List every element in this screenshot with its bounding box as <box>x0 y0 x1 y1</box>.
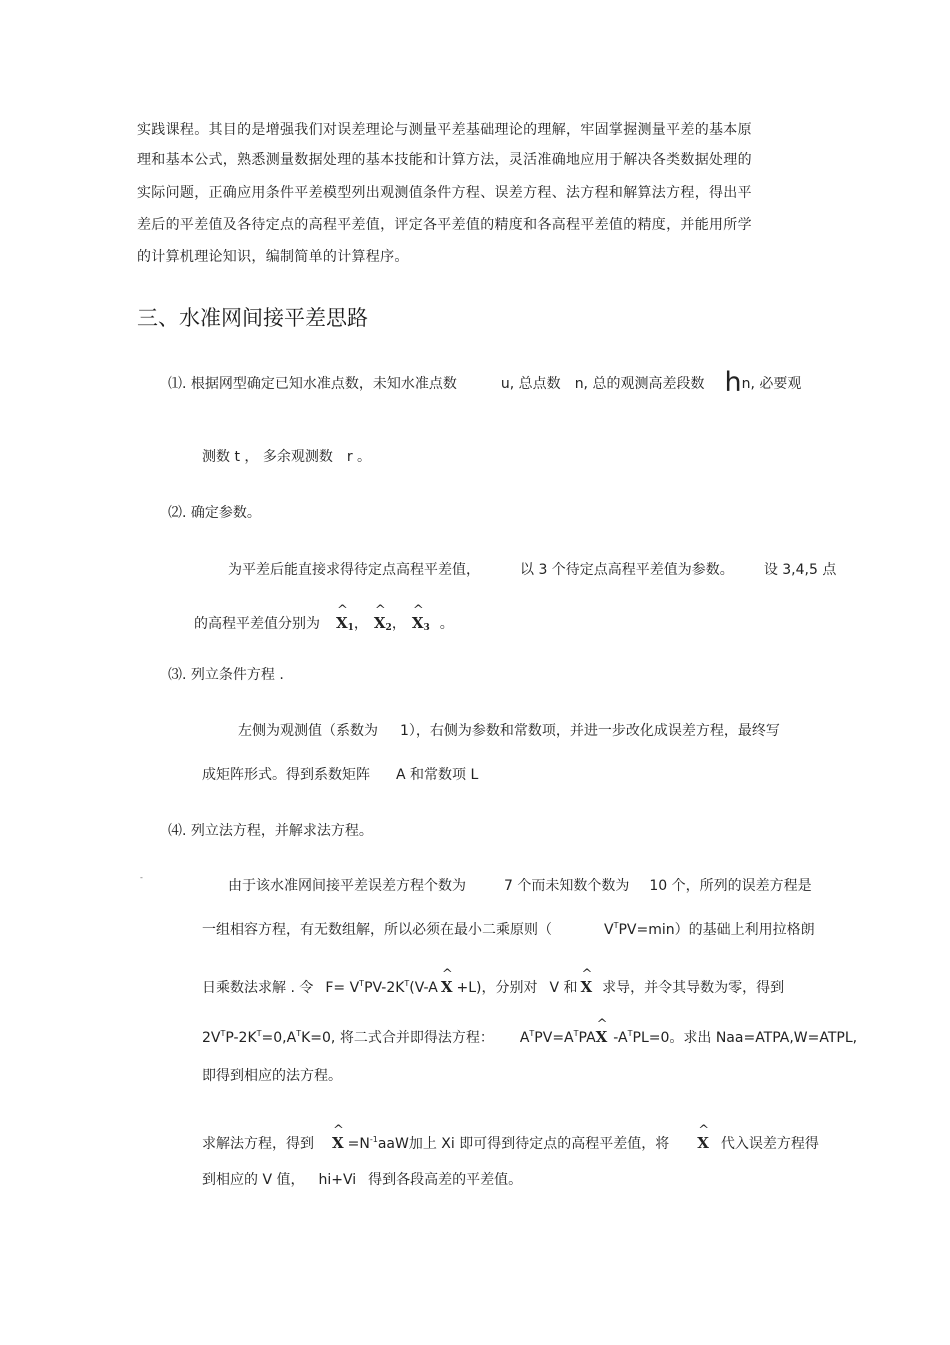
intro-line-3: 实际问题，正确应用条件平差模型列出观测值条件方程、误差方程、法方程和解算法方程，得出平 <box>137 185 752 201</box>
step-2-text-d: 的高程平差值分别为 <box>194 616 320 632</box>
step-4-l2-c: PV=min）的基础上利用拉格朗 <box>618 922 815 938</box>
x-hat-symbol-3: ^ X <box>596 1022 608 1046</box>
step-4-l6-a: 求解法方程，得到 <box>202 1136 314 1152</box>
step-4-l7-b: hi+Vi <box>318 1172 357 1188</box>
step-4-l3-a: 日乘数法求解 . 令 <box>202 980 314 996</box>
step-1-text-f: 测数 t ， 多余观测数 <box>202 449 333 465</box>
step-2-line-1 <box>228 561 836 579</box>
step-4-l4-sup6: T <box>627 1029 633 1038</box>
step-4-l1-a: 由于该水准网间接平差误差方程个数为 <box>228 878 466 894</box>
x-hat-2-symbol: ^ $X_2$ <box>374 608 392 637</box>
step-4-l4-sup2: T <box>256 1029 262 1038</box>
step-4-l3-f: V 和 <box>549 980 578 996</box>
step-4-line-5: 即得到相应的法方程。 <box>202 1068 342 1084</box>
step-4-l3-sup1: T <box>359 979 365 988</box>
step-4-l3-e: +L)，分别对 <box>456 980 538 996</box>
intro-line-5: 的计算机理论知识，编制简单的计算程序。 <box>137 249 409 265</box>
step-4-l6-sup: -1 <box>369 1135 378 1144</box>
step-4-l3-g: 求导，并令其导数为零，得到 <box>602 980 785 996</box>
x-hat-symbol-4: ^ X <box>332 1128 344 1152</box>
step-3-text-a: 左侧为观测值（系数为 <box>238 723 378 739</box>
step-4-l4-c: =0,A <box>261 1030 297 1046</box>
step-4-l6-c: aaW加上 Xi 即可得到待定点的高程平差值，将 <box>377 1136 670 1152</box>
step-2-line-2 <box>194 608 454 637</box>
step-1-text-e: n, 必要观 <box>741 376 802 392</box>
step-4-l3-b: F= V <box>325 980 360 996</box>
step-1-text-a: ⑴. 根据网型确定已知水准点数，未知水准点数 <box>168 376 457 392</box>
x-hat-symbol-5: ^ X <box>697 1128 709 1152</box>
step-4-l4-sup5: T <box>573 1029 579 1038</box>
x-hat-3-symbol: ^ $X_3$ <box>412 608 430 637</box>
step-4-l2-a: 一组相容方程，有无数组解，所以必须在最小二乘原则（ <box>202 922 552 938</box>
step-4-l1-b: 7 个而未知数个数为 <box>504 878 630 894</box>
step-1-text-c: n, 总的观测高差段数 <box>574 376 705 392</box>
step-4-l4-sup1: T <box>220 1029 226 1038</box>
step-4-l6-b: =N <box>347 1136 370 1152</box>
step-4-line-6 <box>202 1128 819 1153</box>
separator-2: ， <box>391 616 406 632</box>
step-3-text-c: 成矩阵形式。得到系数矩阵 <box>202 767 370 783</box>
step-1-line-2 <box>202 448 371 466</box>
step-4-l4-a: 2V <box>202 1030 221 1046</box>
x-hat-1-symbol: ^ $X_1$ <box>336 608 354 637</box>
margin-dot: - <box>140 873 143 882</box>
step-1-text-g: r 。 <box>346 449 372 465</box>
end-mark: 。 <box>439 616 454 632</box>
step-3-line-1 <box>238 722 780 740</box>
step-4-line-3 <box>202 972 784 997</box>
step-3-line-2 <box>202 766 478 784</box>
step-4-l1-c: 10 个，所列的误差方程是 <box>649 878 812 894</box>
step-4-l2-b: V <box>604 922 614 938</box>
step-4-l3-c: PV-2K <box>364 980 405 996</box>
step-1-h-symbol: h <box>724 367 742 398</box>
step-4-l4-b: P-2K <box>225 1030 257 1046</box>
step-4-title: ⑷. 列立法方程，并解求法方程。 <box>168 823 373 839</box>
separator-1: ， <box>353 616 368 632</box>
step-4-l4-d: K=0, 将二式合并即得法方程： <box>301 1030 494 1046</box>
step-4-line-7 <box>202 1171 522 1189</box>
step-4-l2-sup: T <box>613 921 619 930</box>
step-2-text-c: 设 3,4,5 点 <box>763 562 837 578</box>
intro-line-1: 实践课程。其目的是增强我们对误差理论与测量平差基础理论的理解，牢固掌握测量平差的基本原 <box>137 122 752 138</box>
step-3-title: ⑶. 列立条件方程 . <box>168 667 284 683</box>
step-4-l4-i: PL=0。求出 Naa=ATPA,W=ATPL, <box>632 1030 858 1046</box>
step-4-line-2 <box>202 921 815 939</box>
step-2-title: ⑵. 确定参数。 <box>168 505 261 521</box>
step-4-l3-sup2: T <box>404 979 410 988</box>
intro-line-2: 理和基本公式，熟悉测量数据处理的基本技能和计算方法，灵活准确地应用于解决各类数据处理的 <box>137 152 752 168</box>
section-heading: 三、水准网间接平差思路 <box>137 306 368 330</box>
step-4-line-1 <box>228 877 812 895</box>
step-2-text-b: 以 3 个待定点高程平差值为参数。 <box>520 562 734 578</box>
step-4-l4-sup4: T <box>529 1029 535 1038</box>
step-4-l4-sup3: T <box>296 1029 302 1038</box>
step-1-line-1 <box>168 367 802 398</box>
step-4-l4-h: -A <box>613 1030 628 1046</box>
step-4-l7-c: 得到各段高差的平差值。 <box>368 1172 523 1188</box>
step-4-l4-e: A <box>519 1030 530 1046</box>
intro-line-4: 差后的平差值及各待定点的高程平差值，评定各平差值的精度和各高程平差值的精度，并能用所学 <box>137 217 752 233</box>
step-2-text-a: 为平差后能直接求得待定点高程平差值， <box>228 562 480 578</box>
x-hat-symbol-2: ^ X <box>581 972 593 996</box>
step-3-text-b: 1），右侧为参数和常数项，并进一步改化成误差方程，最终写 <box>400 723 780 739</box>
step-4-l3-d: (V-A <box>409 980 438 996</box>
step-4-l4-f: PV=A <box>534 1030 574 1046</box>
step-4-l4-g: PA <box>578 1030 596 1046</box>
x-hat-symbol: ^ X <box>441 972 453 996</box>
step-3-text-d: A 和常数项 L <box>396 767 479 783</box>
step-1-text-b: u, 总点数 <box>500 376 561 392</box>
step-4-l6-d: 代入误差方程得 <box>720 1136 819 1152</box>
step-4-l7-a: 到相应的 V 值， <box>202 1172 305 1188</box>
step-4-line-4 <box>202 1022 857 1047</box>
